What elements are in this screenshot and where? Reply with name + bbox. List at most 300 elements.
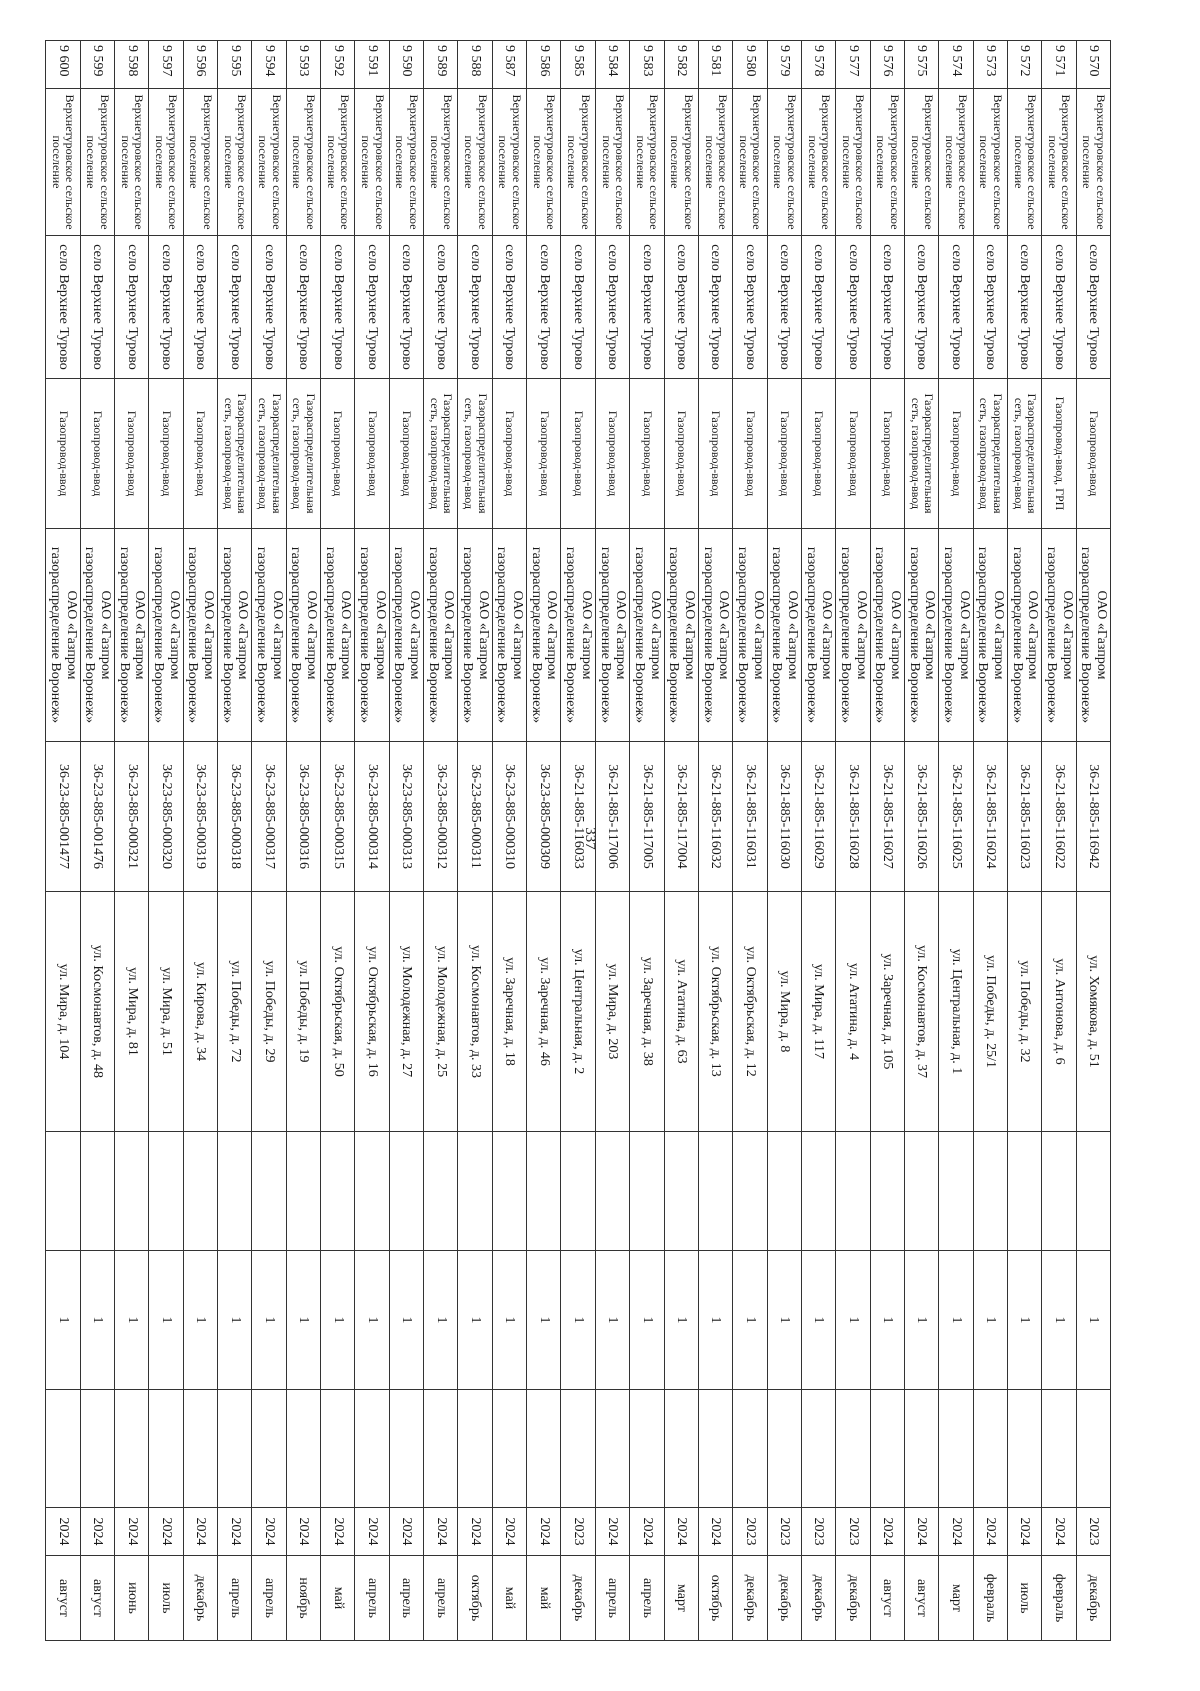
registry-code-cell: 36-23-885-001476	[80, 742, 114, 892]
address-cell: ул. Антонова, д. 6	[1042, 892, 1076, 1132]
registry-code-cell: 36-21-885-116032	[698, 742, 732, 892]
year-cell: 2023	[733, 1508, 767, 1556]
object-type-cell: Газопровод-ввод	[46, 379, 80, 529]
empty-cell	[527, 1390, 561, 1508]
owner-cell: ОАО «Газпром газораспределение Воронеж»	[973, 529, 1007, 742]
quantity-cell: 1	[767, 1251, 801, 1390]
empty-cell	[630, 1390, 664, 1508]
municipality-cell: Верхнетуровское сельское поселение	[630, 89, 664, 236]
row-number-cell: 9 599	[80, 41, 114, 89]
empty-cell	[46, 1132, 80, 1251]
row-number-cell: 9 591	[355, 41, 389, 89]
empty-cell	[458, 1132, 492, 1251]
owner-cell: ОАО «Газпром газораспределение Воронеж»	[80, 529, 114, 742]
municipality-cell: Верхнетуровское сельское поселение	[801, 89, 835, 236]
year-cell: 2024	[904, 1508, 938, 1556]
row-number-cell: 9 590	[389, 41, 423, 89]
month-cell: апрель	[630, 1556, 664, 1641]
object-type-cell: Газопровод-ввод	[355, 379, 389, 529]
year-cell: 2024	[80, 1508, 114, 1556]
registry-code-cell: 36-21-885-116025	[939, 742, 973, 892]
table-row	[595, 41, 629, 1641]
row-number-cell: 9 589	[424, 41, 458, 89]
settlement-cell: село Верхнее Турово	[46, 236, 80, 379]
owner-cell: ОАО «Газпром газораспределение Воронеж»	[115, 529, 149, 742]
table-frame	[48, 40, 1111, 1640]
address-cell: ул. Космонавтов, д. 48	[80, 892, 114, 1132]
owner-cell: ОАО «Газпром газораспределение Воронеж»	[149, 529, 183, 742]
table-row	[492, 41, 526, 1641]
municipality-cell: Верхнетуровское сельское поселение	[149, 89, 183, 236]
address-cell: ул. Ататина, д. 4	[836, 892, 870, 1132]
year-cell: 2024	[355, 1508, 389, 1556]
object-type-cell: Газораспределительная сеть, газопровод-ввод	[904, 379, 938, 529]
settlement-cell: село Верхнее Турово	[389, 236, 423, 379]
registry-code-cell: 36-21-885-116029	[801, 742, 835, 892]
table-row	[458, 41, 492, 1641]
table-row	[286, 41, 320, 1641]
address-cell: ул. Победы, д. 25/1	[973, 892, 1007, 1132]
registry-code-cell: 36-21-885-117006	[595, 742, 629, 892]
quantity-cell: 1	[939, 1251, 973, 1390]
registry-code-cell: 36-21-885-116026	[904, 742, 938, 892]
quantity-cell: 1	[904, 1251, 938, 1390]
municipality-cell: Верхнетуровское сельское поселение	[698, 89, 732, 236]
owner-cell: ОАО «Газпром газораспределение Воронеж»	[252, 529, 286, 742]
month-cell: октябрь	[698, 1556, 732, 1641]
settlement-cell: село Верхнее Турово	[149, 236, 183, 379]
empty-cell	[458, 1390, 492, 1508]
object-type-cell: Газопровод-ввод	[1076, 379, 1110, 529]
owner-cell: ОАО «Газпром газораспределение Воронеж»	[424, 529, 458, 742]
empty-cell	[904, 1132, 938, 1251]
year-cell: 2024	[389, 1508, 423, 1556]
registry-code-cell: 36-21-885-116942	[1076, 742, 1110, 892]
settlement-cell: село Верхнее Турово	[183, 236, 217, 379]
year-cell: 2023	[836, 1508, 870, 1556]
empty-cell	[561, 1132, 595, 1251]
empty-cell	[870, 1132, 904, 1251]
object-type-cell: Газопровод-ввод, ГРП	[1042, 379, 1076, 529]
table-row	[904, 41, 938, 1641]
registry-code-cell: 36-23-885-000310	[492, 742, 526, 892]
table-row	[1042, 41, 1076, 1641]
empty-cell	[561, 1390, 595, 1508]
settlement-cell: село Верхнее Турово	[664, 236, 698, 379]
owner-cell: ОАО «Газпром газораспределение Воронеж»	[904, 529, 938, 742]
empty-cell	[80, 1390, 114, 1508]
owner-cell: ОАО «Газпром газораспределение Воронеж»	[183, 529, 217, 742]
empty-cell	[801, 1390, 835, 1508]
settlement-cell: село Верхнее Турово	[1076, 236, 1110, 379]
year-cell: 2024	[286, 1508, 320, 1556]
quantity-cell: 1	[424, 1251, 458, 1390]
register-table	[45, 40, 1111, 1641]
address-cell: ул. Космонавтов, д. 37	[904, 892, 938, 1132]
year-cell: 2024	[424, 1508, 458, 1556]
row-number-cell: 9 573	[973, 41, 1007, 89]
year-cell: 2024	[664, 1508, 698, 1556]
empty-cell	[149, 1132, 183, 1251]
object-type-cell: Газопровод-ввод	[492, 379, 526, 529]
settlement-cell: село Верхнее Турово	[904, 236, 938, 379]
table-row	[389, 41, 423, 1641]
settlement-cell: село Верхнее Турово	[561, 236, 595, 379]
object-type-cell: Газораспределительная сеть, газопровод-ввод	[1007, 379, 1041, 529]
registry-code-cell: 36-23-885-000319	[183, 742, 217, 892]
row-number-cell: 9 572	[1007, 41, 1041, 89]
municipality-cell: Верхнетуровское сельское поселение	[286, 89, 320, 236]
address-cell: ул. Мира, д. 203	[595, 892, 629, 1132]
quantity-cell: 1	[527, 1251, 561, 1390]
quantity-cell: 1	[870, 1251, 904, 1390]
owner-cell: ОАО «Газпром газораспределение Воронеж»	[939, 529, 973, 742]
empty-cell	[1007, 1132, 1041, 1251]
empty-cell	[355, 1390, 389, 1508]
row-number-cell: 9 579	[767, 41, 801, 89]
year-cell: 2024	[252, 1508, 286, 1556]
registry-code-cell: 36-21-885-116030	[767, 742, 801, 892]
year-cell: 2024	[458, 1508, 492, 1556]
month-cell: август	[80, 1556, 114, 1641]
registry-code-cell: 36-23-885-000309	[527, 742, 561, 892]
row-number-cell: 9 583	[630, 41, 664, 89]
row-number-cell: 9 570	[1076, 41, 1110, 89]
year-cell: 2024	[630, 1508, 664, 1556]
year-cell: 2024	[321, 1508, 355, 1556]
quantity-cell: 1	[973, 1251, 1007, 1390]
month-cell: март	[939, 1556, 973, 1641]
object-type-cell: Газопровод-ввод	[389, 379, 423, 529]
address-cell: ул. Заречная, д. 18	[492, 892, 526, 1132]
month-cell: июль	[1007, 1556, 1041, 1641]
registry-code-cell: 36-23-885-000320	[149, 742, 183, 892]
municipality-cell: Верхнетуровское сельское поселение	[1076, 89, 1110, 236]
owner-cell: ОАО «Газпром газораспределение Воронеж»	[801, 529, 835, 742]
address-cell: ул. Победы, д. 19	[286, 892, 320, 1132]
year-cell: 2024	[870, 1508, 904, 1556]
row-number-cell: 9 577	[836, 41, 870, 89]
quantity-cell: 1	[218, 1251, 252, 1390]
year-cell: 2024	[115, 1508, 149, 1556]
object-type-cell: Газораспределительная сеть, газопровод-ввод	[424, 379, 458, 529]
row-number-cell: 9 585	[561, 41, 595, 89]
empty-cell	[664, 1132, 698, 1251]
municipality-cell: Верхнетуровское сельское поселение	[973, 89, 1007, 236]
table-row	[218, 41, 252, 1641]
row-number-cell: 9 594	[252, 41, 286, 89]
row-number-cell: 9 574	[939, 41, 973, 89]
month-cell: декабрь	[183, 1556, 217, 1641]
table-row	[561, 41, 595, 1641]
table-row	[321, 41, 355, 1641]
table-row	[527, 41, 561, 1641]
municipality-cell: Верхнетуровское сельское поселение	[183, 89, 217, 236]
owner-cell: ОАО «Газпром газораспределение Воронеж»	[46, 529, 80, 742]
registry-code-cell: 36-23-885-000315	[321, 742, 355, 892]
address-cell: ул. Хомякова, д. 51	[1076, 892, 1110, 1132]
object-type-cell: Газопровод-ввод	[836, 379, 870, 529]
empty-cell	[286, 1132, 320, 1251]
month-cell: декабрь	[561, 1556, 595, 1641]
registry-code-cell: 36-21-885-116033	[561, 742, 595, 892]
settlement-cell: село Верхнее Турово	[767, 236, 801, 379]
month-cell: февраль	[973, 1556, 1007, 1641]
empty-cell	[973, 1132, 1007, 1251]
empty-cell	[252, 1132, 286, 1251]
address-cell: ул. Центральная, д. 1	[939, 892, 973, 1132]
table-row	[149, 41, 183, 1641]
table-row	[630, 41, 664, 1641]
registry-code-cell: 36-21-885-116023	[1007, 742, 1041, 892]
empty-cell	[767, 1132, 801, 1251]
table-row	[939, 41, 973, 1641]
registry-code-cell: 36-23-885-000312	[424, 742, 458, 892]
empty-cell	[1042, 1132, 1076, 1251]
address-cell: ул. Ататина, д. 63	[664, 892, 698, 1132]
municipality-cell: Верхнетуровское сельское поселение	[664, 89, 698, 236]
empty-cell	[424, 1390, 458, 1508]
registry-code-cell: 36-21-885-116031	[733, 742, 767, 892]
quantity-cell: 1	[1076, 1251, 1110, 1390]
quantity-cell: 1	[46, 1251, 80, 1390]
object-type-cell: Газораспределительная сеть, газопровод-ввод	[973, 379, 1007, 529]
table-row	[252, 41, 286, 1641]
object-type-cell: Газопровод-ввод	[664, 379, 698, 529]
registry-code-cell: 36-21-885-116022	[1042, 742, 1076, 892]
empty-cell	[733, 1390, 767, 1508]
empty-cell	[115, 1390, 149, 1508]
empty-cell	[46, 1390, 80, 1508]
empty-cell	[1076, 1390, 1110, 1508]
month-cell: декабрь	[767, 1556, 801, 1641]
municipality-cell: Верхнетуровское сельское поселение	[458, 89, 492, 236]
empty-cell	[80, 1132, 114, 1251]
object-type-cell: Газопровод-ввод	[80, 379, 114, 529]
row-number-cell: 9 588	[458, 41, 492, 89]
settlement-cell: село Верхнее Турово	[733, 236, 767, 379]
table-row	[115, 41, 149, 1641]
quantity-cell: 1	[664, 1251, 698, 1390]
municipality-cell: Верхнетуровское сельское поселение	[767, 89, 801, 236]
month-cell: май	[492, 1556, 526, 1641]
empty-cell	[389, 1390, 423, 1508]
row-number-cell: 9 581	[698, 41, 732, 89]
table-row	[836, 41, 870, 1641]
table-row	[733, 41, 767, 1641]
empty-cell	[1076, 1132, 1110, 1251]
settlement-cell: село Верхнее Турово	[252, 236, 286, 379]
row-number-cell: 9 592	[321, 41, 355, 89]
registry-code-cell: 36-23-885-000311	[458, 742, 492, 892]
empty-cell	[973, 1390, 1007, 1508]
municipality-cell: Верхнетуровское сельское поселение	[904, 89, 938, 236]
quantity-cell: 1	[630, 1251, 664, 1390]
empty-cell	[1007, 1390, 1041, 1508]
owner-cell: ОАО «Газпром газораспределение Воронеж»	[595, 529, 629, 742]
owner-cell: ОАО «Газпром газораспределение Воронеж»	[218, 529, 252, 742]
settlement-cell: село Верхнее Турово	[424, 236, 458, 379]
table-row	[1007, 41, 1041, 1641]
address-cell: ул. Заречная, д. 46	[527, 892, 561, 1132]
empty-cell	[286, 1390, 320, 1508]
settlement-cell: село Верхнее Турово	[218, 236, 252, 379]
year-cell: 2023	[767, 1508, 801, 1556]
municipality-cell: Верхнетуровское сельское поселение	[527, 89, 561, 236]
settlement-cell: село Верхнее Турово	[1042, 236, 1076, 379]
address-cell: ул. Мира, д. 117	[801, 892, 835, 1132]
settlement-cell: село Верхнее Турово	[80, 236, 114, 379]
year-cell: 2024	[218, 1508, 252, 1556]
month-cell: апрель	[218, 1556, 252, 1641]
object-type-cell: Газопровод-ввод	[630, 379, 664, 529]
quantity-cell: 1	[389, 1251, 423, 1390]
address-cell: ул. Космонавтов, д. 33	[458, 892, 492, 1132]
table-row	[46, 41, 80, 1641]
owner-cell: ОАО «Газпром газораспределение Воронеж»	[389, 529, 423, 742]
empty-cell	[698, 1390, 732, 1508]
object-type-cell: Газопровод-ввод	[801, 379, 835, 529]
registry-code-cell: 36-21-885-116024	[973, 742, 1007, 892]
address-cell: ул. Победы, д. 32	[1007, 892, 1041, 1132]
year-cell: 2024	[46, 1508, 80, 1556]
row-number-cell: 9 576	[870, 41, 904, 89]
owner-cell: ОАО «Газпром газораспределение Воронеж»	[286, 529, 320, 742]
empty-cell	[183, 1390, 217, 1508]
row-number-cell: 9 600	[46, 41, 80, 89]
empty-cell	[115, 1132, 149, 1251]
settlement-cell: село Верхнее Турово	[836, 236, 870, 379]
year-cell: 2024	[1042, 1508, 1076, 1556]
table-row	[355, 41, 389, 1641]
month-cell: август	[870, 1556, 904, 1641]
address-cell: ул. Заречная, д. 38	[630, 892, 664, 1132]
row-number-cell: 9 584	[595, 41, 629, 89]
year-cell: 2024	[698, 1508, 732, 1556]
address-cell: ул. Заречная, д. 105	[870, 892, 904, 1132]
empty-cell	[218, 1132, 252, 1251]
quantity-cell: 1	[801, 1251, 835, 1390]
object-type-cell: Газопровод-ввод	[870, 379, 904, 529]
municipality-cell: Верхнетуровское сельское поселение	[870, 89, 904, 236]
year-cell: 2024	[492, 1508, 526, 1556]
address-cell: ул. Октябрьская, д. 13	[698, 892, 732, 1132]
month-cell: май	[321, 1556, 355, 1641]
settlement-cell: село Верхнее Турово	[355, 236, 389, 379]
table-row	[767, 41, 801, 1641]
quantity-cell: 1	[698, 1251, 732, 1390]
table-body	[46, 41, 1111, 1641]
address-cell: ул. Мира, д. 8	[767, 892, 801, 1132]
object-type-cell: Газопровод-ввод	[183, 379, 217, 529]
settlement-cell: село Верхнее Турово	[630, 236, 664, 379]
row-number-cell: 9 597	[149, 41, 183, 89]
municipality-cell: Верхнетуровское сельское поселение	[939, 89, 973, 236]
quantity-cell: 1	[492, 1251, 526, 1390]
empty-cell	[321, 1132, 355, 1251]
quantity-cell: 1	[595, 1251, 629, 1390]
row-number-cell: 9 587	[492, 41, 526, 89]
empty-cell	[355, 1132, 389, 1251]
municipality-cell: Верхнетуровское сельское поселение	[389, 89, 423, 236]
month-cell: апрель	[389, 1556, 423, 1641]
empty-cell	[801, 1132, 835, 1251]
row-number-cell: 9 580	[733, 41, 767, 89]
empty-cell	[218, 1390, 252, 1508]
owner-cell: ОАО «Газпром газораспределение Воронеж»	[630, 529, 664, 742]
registry-code-cell: 36-23-885-000316	[286, 742, 320, 892]
object-type-cell: Газопровод-ввод	[149, 379, 183, 529]
empty-cell	[767, 1390, 801, 1508]
address-cell: ул. Победы, д. 72	[218, 892, 252, 1132]
empty-cell	[939, 1132, 973, 1251]
empty-cell	[252, 1390, 286, 1508]
object-type-cell: Газопровод-ввод	[115, 379, 149, 529]
quantity-cell: 1	[115, 1251, 149, 1390]
quantity-cell: 1	[355, 1251, 389, 1390]
municipality-cell: Верхнетуровское сельское поселение	[46, 89, 80, 236]
municipality-cell: Верхнетуровское сельское поселение	[80, 89, 114, 236]
month-cell: декабрь	[1076, 1556, 1110, 1641]
row-number-cell: 9 596	[183, 41, 217, 89]
month-cell: ноябрь	[286, 1556, 320, 1641]
month-cell: декабрь	[801, 1556, 835, 1641]
month-cell: март	[664, 1556, 698, 1641]
table-row	[801, 41, 835, 1641]
object-type-cell: Газораспределительная сеть, газопровод-ввод	[252, 379, 286, 529]
address-cell: ул. Кирова, д. 34	[183, 892, 217, 1132]
quantity-cell: 1	[1042, 1251, 1076, 1390]
empty-cell	[424, 1132, 458, 1251]
owner-cell: ОАО «Газпром газораспределение Воронеж»	[561, 529, 595, 742]
table-row	[698, 41, 732, 1641]
object-type-cell: Газопровод-ввод	[595, 379, 629, 529]
settlement-cell: село Верхнее Турово	[698, 236, 732, 379]
address-cell: ул. Мира, д. 51	[149, 892, 183, 1132]
table-row	[1076, 41, 1110, 1641]
row-number-cell: 9 571	[1042, 41, 1076, 89]
table-row	[870, 41, 904, 1641]
quantity-cell: 1	[149, 1251, 183, 1390]
year-cell: 2023	[1076, 1508, 1110, 1556]
settlement-cell: село Верхнее Турово	[973, 236, 1007, 379]
year-cell: 2024	[595, 1508, 629, 1556]
year-cell: 2024	[1007, 1508, 1041, 1556]
empty-cell	[630, 1132, 664, 1251]
table-row	[424, 41, 458, 1641]
quantity-cell: 1	[252, 1251, 286, 1390]
quantity-cell: 1	[321, 1251, 355, 1390]
registry-code-cell: 36-21-885-116028	[836, 742, 870, 892]
year-cell: 2023	[561, 1508, 595, 1556]
page-number: 337	[581, 827, 598, 850]
object-type-cell: Газораспределительная сеть, газопровод-ввод	[458, 379, 492, 529]
month-cell: июль	[149, 1556, 183, 1641]
object-type-cell: Газораспределительная сеть, газопровод-ввод	[286, 379, 320, 529]
registry-code-cell: 36-21-885-116027	[870, 742, 904, 892]
empty-cell	[870, 1390, 904, 1508]
empty-cell	[149, 1390, 183, 1508]
row-number-cell: 9 598	[115, 41, 149, 89]
object-type-cell: Газораспределительная сеть, газопровод-ввод	[218, 379, 252, 529]
settlement-cell: село Верхнее Турово	[458, 236, 492, 379]
table-row	[183, 41, 217, 1641]
municipality-cell: Верхнетуровское сельское поселение	[252, 89, 286, 236]
owner-cell: ОАО «Газпром газораспределение Воронеж»	[458, 529, 492, 742]
empty-cell	[836, 1390, 870, 1508]
object-type-cell: Газопровод-ввод	[733, 379, 767, 529]
table-row	[80, 41, 114, 1641]
